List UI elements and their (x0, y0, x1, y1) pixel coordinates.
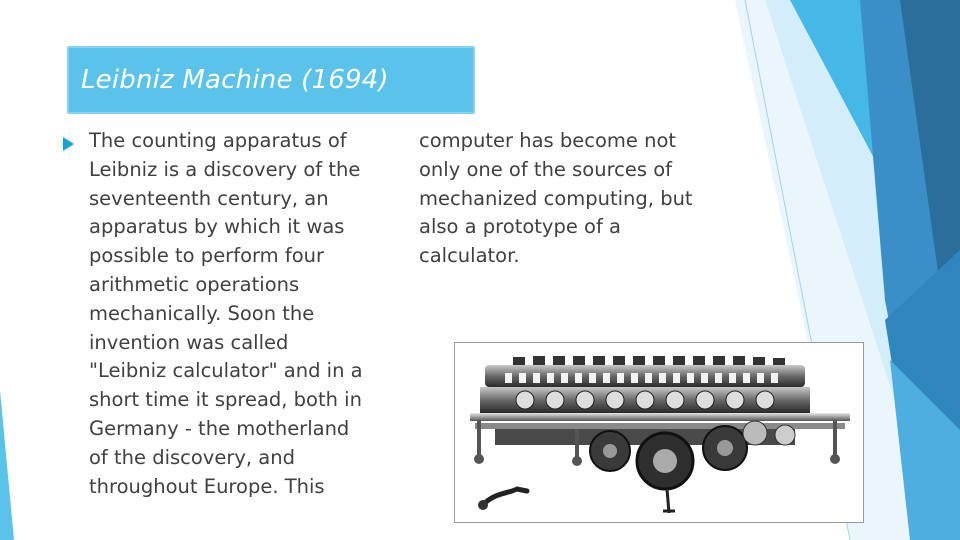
text-line: calculator. (419, 244, 520, 268)
text-line: "Leibniz calculator" and in a (89, 359, 363, 383)
text-line: possible to perform four (89, 244, 325, 268)
calculator-illustration (455, 343, 863, 522)
text-line: only one of the sources of (419, 157, 673, 181)
text-line: mechanized computing, but (419, 186, 693, 210)
title-box (67, 46, 475, 114)
text-line: short time it spread, both in (89, 388, 362, 412)
crank (663, 489, 675, 513)
deco-left-strip (0, 390, 14, 540)
text-line: Germany - the motherland (89, 416, 350, 440)
text-line: The counting apparatus of (89, 129, 347, 152)
text-line: computer has become not (419, 129, 677, 152)
text-line: throughout Europe. This (89, 474, 325, 498)
text-line: invention was called (89, 330, 289, 354)
text-line: also a prototype of a (419, 215, 621, 239)
right-text-column (419, 127, 693, 271)
text-line: arithmetic operations (89, 272, 300, 296)
leibniz-calculator-photo (454, 342, 864, 523)
front-rail (470, 413, 850, 421)
left-text-column (89, 127, 363, 501)
small-gears (516, 391, 774, 409)
slide-title: Leibniz Machine (1694) (81, 65, 389, 95)
handle (485, 489, 527, 503)
text-line: seventeenth century, an (89, 186, 329, 210)
text-line: Leibniz is a discovery of the (89, 157, 361, 181)
text-line: apparatus by which it was (89, 215, 345, 239)
text-line: mechanically. Soon the (89, 301, 315, 325)
top-knob-row (513, 356, 785, 365)
text-line: of the discovery, and (89, 445, 295, 469)
triangle-bullet-icon (63, 137, 74, 151)
